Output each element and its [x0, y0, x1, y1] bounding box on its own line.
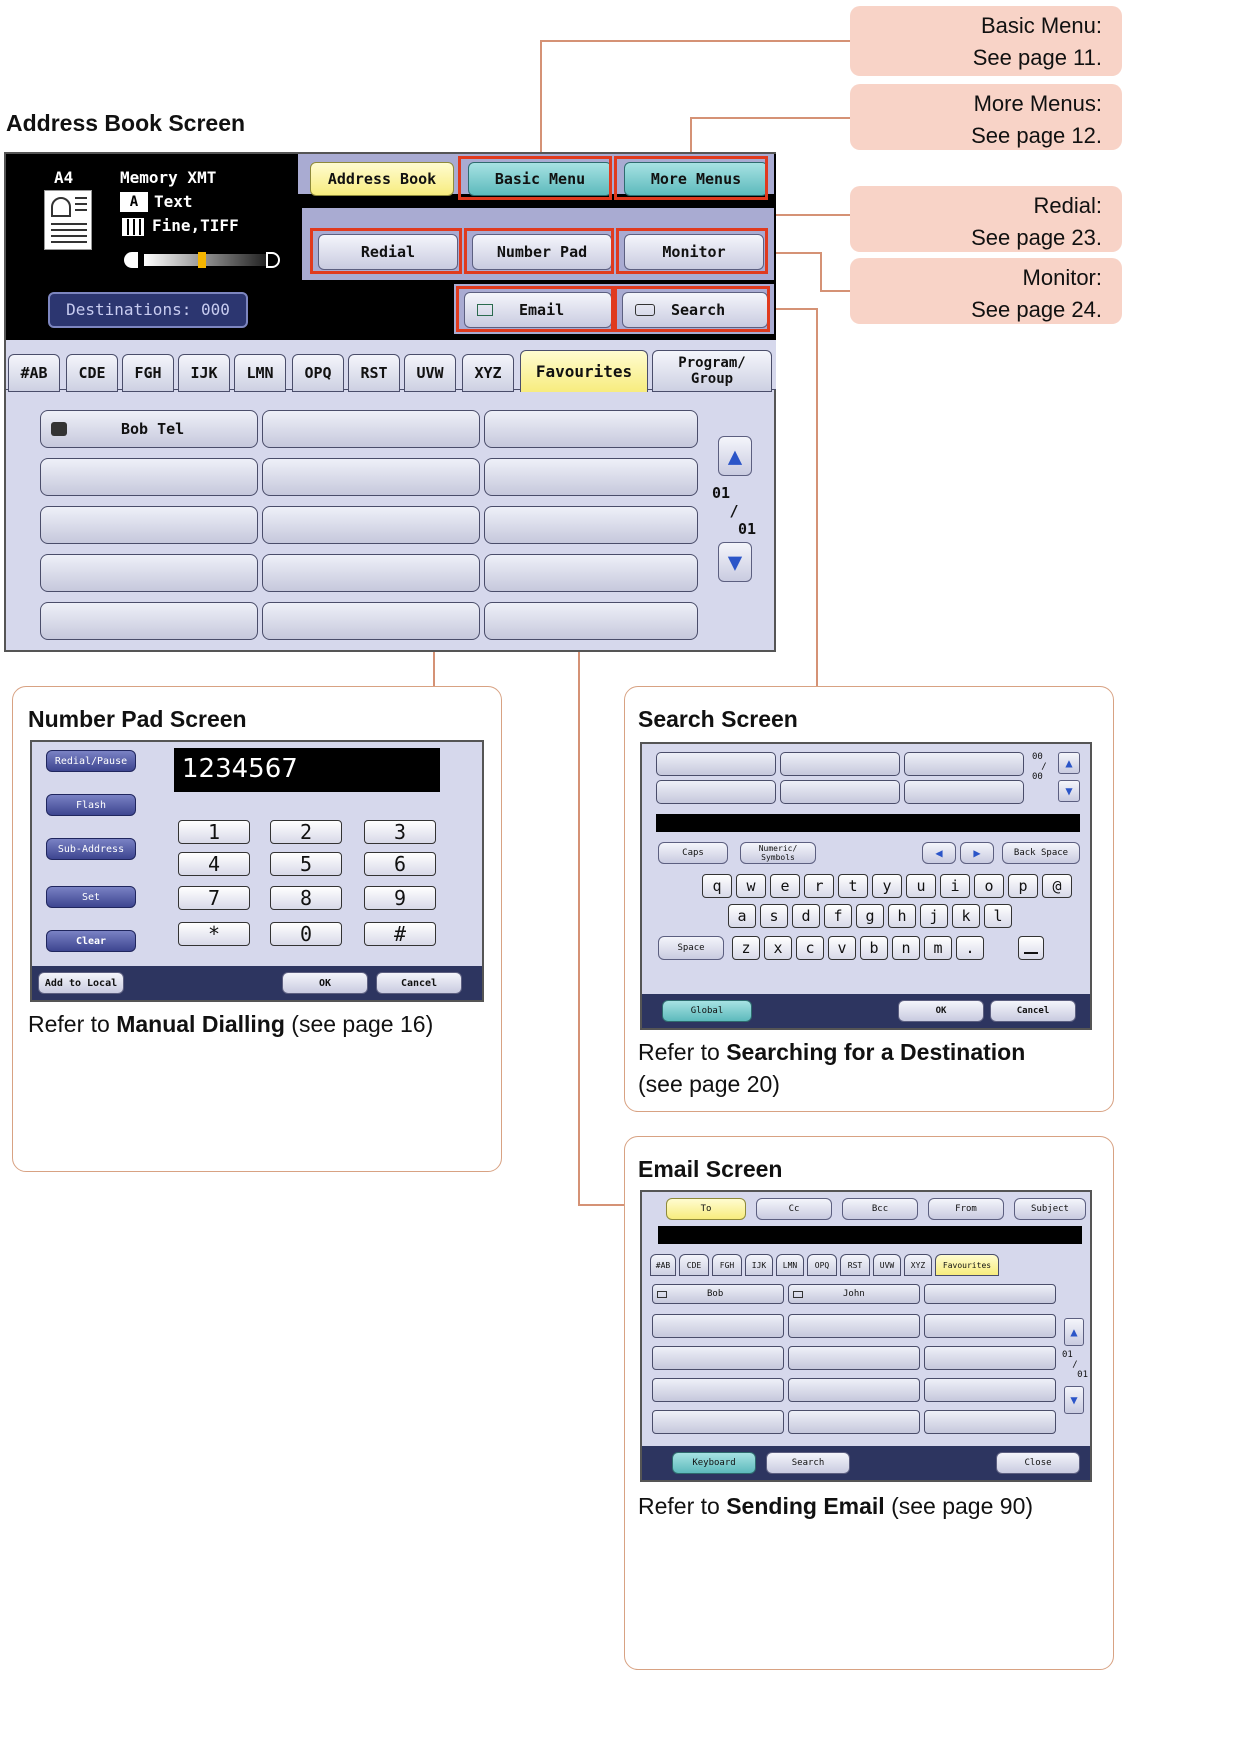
arrow-right-icon: ▶: [973, 846, 981, 860]
search-ok-button[interactable]: OK: [898, 1000, 984, 1022]
key-d[interactable]: d: [792, 904, 820, 928]
address-entry[interactable]: [262, 602, 480, 640]
redial-button[interactable]: Redial: [318, 234, 458, 270]
key-j[interactable]: j: [920, 904, 948, 928]
arrow-left-icon: ◀: [935, 846, 943, 860]
resolution-mode: Fine,TIFF: [152, 216, 239, 235]
tab-ijk[interactable]: IJK: [178, 354, 230, 392]
address-entry[interactable]: [484, 458, 698, 496]
address-entry[interactable]: [40, 458, 258, 496]
key-n[interactable]: n: [892, 936, 920, 960]
connector-monitor-v: [820, 252, 822, 290]
close-button[interactable]: Close: [996, 1452, 1080, 1474]
email-tab-opq[interactable]: OPQ: [807, 1254, 837, 1276]
key-6[interactable]: 6: [364, 852, 436, 876]
arrow-up-icon: ▲: [1065, 756, 1073, 770]
caps-button[interactable]: Caps: [658, 842, 728, 864]
address-entry[interactable]: [484, 410, 698, 448]
key-7[interactable]: 7: [178, 886, 250, 910]
search-result[interactable]: [780, 752, 900, 776]
search-screen: [640, 742, 1092, 1030]
key-star[interactable]: *: [178, 922, 250, 946]
search-refer: Refer to Searching for a Destination (see page 20): [638, 1039, 1026, 1097]
address-entry[interactable]: [484, 602, 698, 640]
highlight-number-pad: [464, 228, 614, 274]
connector-email-h: [578, 1204, 624, 1206]
tab-program-line1: Program/: [678, 355, 746, 371]
key-v[interactable]: v: [828, 936, 856, 960]
tab-favourites[interactable]: Favourites: [520, 350, 648, 392]
highlight-search: [614, 286, 770, 332]
email-screen: [640, 1190, 1092, 1482]
tab-fgh[interactable]: FGH: [122, 354, 174, 392]
key-w[interactable]: w: [736, 874, 766, 898]
address-entry[interactable]: [262, 554, 480, 592]
email-entry-label: John: [843, 1289, 865, 1299]
highlight-more-menus: [614, 156, 768, 200]
email-entry[interactable]: [788, 1346, 920, 1370]
email-tab-rst[interactable]: RST: [840, 1254, 870, 1276]
key-i[interactable]: i: [940, 874, 970, 898]
address-entry[interactable]: [40, 602, 258, 640]
email-entry[interactable]: [652, 1346, 784, 1370]
tab-program-group[interactable]: [652, 350, 772, 392]
callout-page: See page 11.: [972, 45, 1102, 70]
tab-rst[interactable]: RST: [348, 354, 400, 392]
key-h[interactable]: h: [888, 904, 916, 928]
email-entry[interactable]: [788, 1314, 920, 1338]
address-book-button[interactable]: Address Book: [310, 162, 454, 196]
email-tab-favourites[interactable]: Favourites: [935, 1254, 999, 1276]
callout-redial: [850, 186, 1122, 252]
refer-link: Searching for a Destination: [726, 1039, 1026, 1065]
key-p[interactable]: p: [1008, 874, 1038, 898]
highlight-email: [456, 286, 614, 332]
key-a[interactable]: a: [728, 904, 756, 928]
callout-title: Redial:: [1033, 193, 1102, 218]
connector-monitor-h2: [820, 290, 850, 292]
connector-search-v: [816, 308, 818, 686]
callout-basic-menu: [850, 6, 1122, 76]
address-entry[interactable]: [484, 554, 698, 592]
tab-ab[interactable]: #AB: [8, 354, 60, 392]
arrow-up-icon: ▲: [727, 442, 743, 470]
address-entry-bob[interactable]: [40, 410, 258, 448]
callout-monitor: [850, 258, 1122, 324]
highlight-monitor: [616, 228, 768, 274]
number-display: 1234567: [174, 748, 440, 792]
callout-title: Monitor:: [1022, 265, 1102, 290]
page-total: 01: [737, 520, 756, 538]
email-tab-fgh[interactable]: FGH: [712, 1254, 742, 1276]
redial-pause-button[interactable]: Redial/Pause: [46, 750, 136, 772]
email-entry-label: Bob: [707, 1289, 724, 1299]
key-0[interactable]: 0: [270, 922, 342, 946]
destinations-counter: Destinations: 000: [48, 292, 248, 328]
text-mode-icon: A: [120, 192, 148, 212]
sub-address-button[interactable]: Sub-Address: [46, 838, 136, 860]
key-u[interactable]: u: [906, 874, 936, 898]
address-entry[interactable]: [262, 506, 480, 544]
search-cancel-button[interactable]: Cancel: [990, 1000, 1076, 1022]
key-g[interactable]: g: [856, 904, 884, 928]
search-scroll-down[interactable]: [1058, 780, 1080, 802]
callout-title: Basic Menu:: [980, 13, 1102, 38]
tab-program-line2: Group: [690, 371, 734, 387]
search-result[interactable]: [780, 780, 900, 804]
arrow-down-icon: ▼: [1065, 784, 1073, 798]
tab-cde[interactable]: CDE: [66, 354, 118, 392]
key-1[interactable]: 1: [178, 820, 250, 844]
underscore-key[interactable]: [1018, 936, 1044, 960]
arrow-down-icon: ▼: [727, 548, 743, 576]
connector-more-h: [690, 117, 850, 119]
key-b[interactable]: b: [860, 936, 888, 960]
connector-basic-h: [540, 40, 850, 42]
tab-opq[interactable]: OPQ: [292, 354, 344, 392]
email-address-input[interactable]: [658, 1226, 1082, 1244]
email-entry-bob[interactable]: [652, 1284, 784, 1304]
paper-size: A4: [54, 168, 74, 187]
email-entry[interactable]: [924, 1346, 1056, 1370]
xmt-mode: Memory XMT: [120, 168, 217, 187]
key-c[interactable]: c: [796, 936, 824, 960]
flash-button[interactable]: Flash: [46, 794, 136, 816]
refer-link: Sending Email: [726, 1493, 885, 1519]
from-field-button[interactable]: From: [928, 1198, 1004, 1220]
arrow-down-icon: ▼: [1070, 1393, 1078, 1407]
email-entry[interactable]: [924, 1284, 1056, 1304]
clear-button[interactable]: Clear: [46, 930, 136, 952]
cursor-right-button[interactable]: [960, 842, 994, 864]
email-refer: Refer to Sending Email (see page 90): [638, 1493, 1034, 1519]
email-entry[interactable]: [788, 1378, 920, 1402]
contrast-thumb[interactable]: [198, 252, 206, 268]
key-at[interactable]: @: [1042, 874, 1072, 898]
email-tab-ijk[interactable]: IJK: [745, 1254, 773, 1276]
scroll-up-button[interactable]: [718, 436, 752, 476]
key-5[interactable]: 5: [270, 852, 342, 876]
address-entry-label: Bob Tel: [121, 420, 185, 438]
monitor-button[interactable]: Monitor: [624, 234, 764, 270]
cursor-left-button[interactable]: [922, 842, 956, 864]
key-8[interactable]: 8: [270, 886, 342, 910]
email-entry[interactable]: [924, 1378, 1056, 1402]
connector-basic-v: [540, 40, 542, 160]
email-button-label: Email: [519, 301, 565, 319]
search-input[interactable]: [656, 814, 1080, 832]
phone-icon: [51, 422, 67, 436]
key-9[interactable]: 9: [364, 886, 436, 910]
underscore-glyph: [1024, 952, 1038, 954]
search-result[interactable]: [904, 752, 1024, 776]
subject-field-button[interactable]: Subject: [1014, 1198, 1086, 1220]
key-x[interactable]: x: [764, 936, 792, 960]
key-m[interactable]: m: [924, 936, 952, 960]
email-tab-cde[interactable]: CDE: [679, 1254, 709, 1276]
email-entry[interactable]: [924, 1410, 1056, 1434]
address-entry[interactable]: [262, 458, 480, 496]
cc-field-button[interactable]: Cc: [756, 1198, 832, 1220]
highlight-redial: [310, 228, 462, 274]
grid-icon: [122, 218, 144, 236]
address-entry[interactable]: [262, 410, 480, 448]
basic-menu-button[interactable]: Basic Menu: [468, 162, 612, 196]
key-o[interactable]: o: [974, 874, 1004, 898]
email-tab-xyz[interactable]: XYZ: [904, 1254, 932, 1276]
key-2[interactable]: 2: [270, 820, 342, 844]
address-entry[interactable]: [40, 554, 258, 592]
address-book-heading: Address Book Screen: [6, 110, 246, 136]
address-book-screen: [4, 152, 776, 652]
key-y[interactable]: y: [872, 874, 902, 898]
callout-more-menus: [850, 84, 1122, 150]
envelope-icon: [793, 1291, 803, 1298]
key-r[interactable]: r: [804, 874, 834, 898]
key-k[interactable]: k: [952, 904, 980, 928]
numeric-symbols-button[interactable]: Numeric/ Symbols: [740, 842, 816, 864]
email-search-button[interactable]: Search: [766, 1452, 850, 1474]
key-hash[interactable]: #: [364, 922, 436, 946]
key-t[interactable]: t: [838, 874, 868, 898]
email-entry[interactable]: [652, 1378, 784, 1402]
search-result[interactable]: [656, 780, 776, 804]
email-scroll-down[interactable]: [1064, 1386, 1084, 1414]
email-page-indicator: 01 / 01: [1062, 1350, 1088, 1380]
keyboard-button[interactable]: Keyboard: [672, 1452, 756, 1474]
callout-page: See page 12.: [971, 123, 1102, 148]
highlight-basic-menu: [458, 156, 612, 200]
document-icon: [44, 190, 92, 250]
email-tab-lmn[interactable]: LMN: [776, 1254, 804, 1276]
number-pad-refer: Refer to Manual Dialling (see page 16): [28, 1011, 434, 1037]
email-heading: Email Screen: [638, 1156, 783, 1182]
email-tab-uvw[interactable]: UVW: [873, 1254, 901, 1276]
space-button[interactable]: Space: [658, 936, 724, 960]
email-entry[interactable]: [652, 1314, 784, 1338]
callout-page: See page 24.: [971, 297, 1102, 322]
key-l[interactable]: l: [984, 904, 1012, 928]
tab-uvw[interactable]: UVW: [404, 354, 456, 392]
key-q[interactable]: q: [702, 874, 732, 898]
quality-mode: Text: [154, 192, 193, 211]
search-heading: Search Screen: [638, 706, 798, 732]
global-button[interactable]: Global: [662, 1000, 752, 1022]
search-page-indicator: 00 / 00: [1032, 752, 1047, 782]
bcc-field-button[interactable]: Bcc: [842, 1198, 918, 1220]
key-3[interactable]: 3: [364, 820, 436, 844]
page-indicator: [712, 484, 756, 538]
key-e[interactable]: e: [770, 874, 800, 898]
search-result[interactable]: [904, 780, 1024, 804]
search-result[interactable]: [656, 752, 776, 776]
email-scroll-up[interactable]: [1064, 1318, 1084, 1346]
scroll-down-button[interactable]: [718, 542, 752, 582]
key-dot[interactable]: .: [956, 936, 984, 960]
address-entry[interactable]: [40, 506, 258, 544]
more-menus-button[interactable]: More Menus: [624, 162, 768, 196]
email-entry[interactable]: [788, 1410, 920, 1434]
callout-page: See page 23.: [971, 225, 1102, 250]
add-to-local-button[interactable]: Add to Local: [38, 972, 124, 994]
callout-title: More Menus:: [973, 91, 1102, 116]
number-pad-screen: [30, 740, 484, 1002]
set-button[interactable]: Set: [46, 886, 136, 908]
email-tab-ab[interactable]: #AB: [650, 1254, 676, 1276]
key-4[interactable]: 4: [178, 852, 250, 876]
email-entry-john[interactable]: [788, 1284, 920, 1304]
number-pad-heading: Number Pad Screen: [28, 706, 247, 732]
refer-link: Manual Dialling: [116, 1011, 285, 1037]
address-entry[interactable]: [484, 506, 698, 544]
key-f[interactable]: f: [824, 904, 852, 928]
tab-lmn[interactable]: LMN: [234, 354, 286, 392]
email-entry[interactable]: [652, 1410, 784, 1434]
number-pad-button[interactable]: Number Pad: [472, 234, 612, 270]
email-entry[interactable]: [924, 1314, 1056, 1338]
key-s[interactable]: s: [760, 904, 788, 928]
back-space-button[interactable]: Back Space: [1002, 842, 1080, 864]
page-current: 01: [712, 484, 731, 502]
connector-monitor-h1: [770, 252, 820, 254]
envelope-icon: [657, 1291, 667, 1298]
tab-xyz[interactable]: XYZ: [462, 354, 514, 392]
search-button-label: Search: [671, 301, 726, 319]
key-z[interactable]: z: [732, 936, 760, 960]
arrow-up-icon: ▲: [1070, 1325, 1078, 1339]
contrast-slider[interactable]: [124, 252, 282, 268]
page-separator: /: [729, 502, 739, 520]
ok-button[interactable]: OK: [282, 972, 368, 994]
cancel-button[interactable]: Cancel: [376, 972, 462, 994]
to-field-button[interactable]: To: [666, 1198, 746, 1220]
search-scroll-up[interactable]: [1058, 752, 1080, 774]
